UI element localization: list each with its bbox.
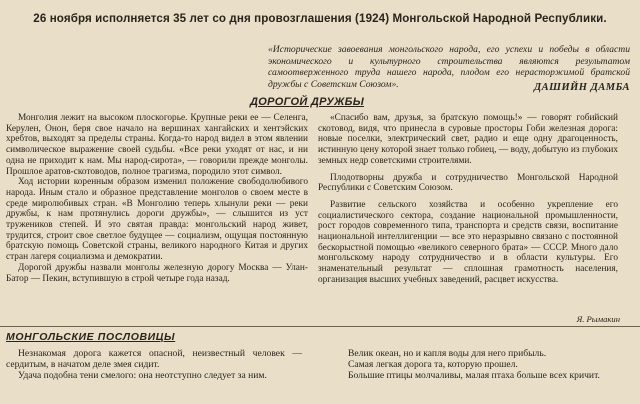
article-paragraph: Ход истории коренным образом изменил положение свободолюбивого народа. Иным стало и образное представление монголов о своем месте в среде миролюбивых стран. «В Монголию теперь хлынули реки — реки дружбы, к нам протянулись дороги дружбы», — слышится из уст тружеников степей. И это святая правда: монгольский народ живет, трудится, строит свое светлое будущее — социализм, ощущая постоянную братскую помощь Советской страны, великого народного Китая и других стран лагеря социализма и демократии. bbox=[6, 177, 308, 263]
article-title: ДОРОГОЙ ДРУЖБЫ bbox=[250, 96, 365, 108]
proverbs-right-column bbox=[336, 348, 626, 381]
epigraph-author: ДАШИЙН ДАМБА bbox=[533, 82, 630, 93]
article-right-column bbox=[318, 113, 618, 286]
proverb: Большие птицы молчаливы, малая птаха больше всех кричит. bbox=[348, 370, 600, 381]
article-left-column bbox=[6, 113, 308, 284]
section-divider bbox=[0, 326, 640, 327]
proverbs-left-column bbox=[6, 348, 302, 381]
proverb: Самая легкая дорога та, которую прошел. bbox=[348, 359, 518, 370]
article-paragraph: «Спасибо вам, друзья, за братскую помощь!» — говорят гобийский скотовод, видя, что принесла в суровые просторы Гоби железная дорога: новые поселки, электрический свет, радио и еще одну драгоценность, истинную цену которой знает только гобиец, — воду, добытую из глубоких земных недр советскими строителями. bbox=[318, 113, 618, 166]
article-paragraph: Плодотворны дружба и сотрудничество Монгольской Народной Республики с Советским Союзом. bbox=[318, 172, 618, 194]
proverb: Незнакомая дорога кажется опасной, неизвестный человек — сердитым, в начатом деле змея сидит. bbox=[6, 348, 302, 370]
article-paragraph: Развитие сельского хозяйства и особенно укрепление его социалистического сектора, создание национальной промышленности, рост городов современного типа, транспорта и средств связи, воспитание национальной интеллигенции — все это неразрывно связано с постоянной бескорыстной помощью «великого северного брата» — СССР. Много дало монгольскому народу сотрудничество и в области культуры. Его знаменательный результат — сплошная грамотность населения, организация высших учебных заведений, расцвет искусства. bbox=[318, 199, 618, 285]
article-paragraph: Дорогой дружбы назвали монголы железную дорогу Москва — Улан-Батор — Пекин, вступившую в строй четыре года назад. bbox=[6, 262, 308, 284]
article-paragraph: Монголия лежит на высоком плоскогорье. Крупные реки ее — Селенга, Керулен, Онон, беря свое начало на вершинах хангайских и хентэйских хребтов, выходят за пределы страны. Когда-то народ видел в этом явлении символическое выражение своей судьбы. «Все реки уходят от нас, и ни одна не приходит к нам. Мы народ-сирота», — говорили прежде монголы. Прошлое аратов-скотоводов, полное трагизма, породило этот символ. bbox=[6, 113, 308, 177]
proverbs-title: МОНГОЛЬСКИЕ ПОСЛОВИЦЫ bbox=[6, 331, 176, 343]
proverb: Удача подобна тени смелого: она неотступно следует за ним. bbox=[18, 370, 267, 381]
epigraph-quote: «Исторические завоевания монгольского народа, его успехи и победы в области экономического и культурного строительства являются результатом самоотверженного труда нашего народа, плодом его нерасторжимой братской дружбы с Советским Союзом». bbox=[268, 44, 630, 90]
headline: 26 ноября исполняется 35 лет со дня провозглашения (1924) Монгольской Народной Республики. bbox=[33, 12, 607, 25]
proverb: Велик океан, но и капля воды для него прибыль. bbox=[348, 348, 547, 359]
article-signature: Я. Рымакин bbox=[576, 314, 620, 324]
